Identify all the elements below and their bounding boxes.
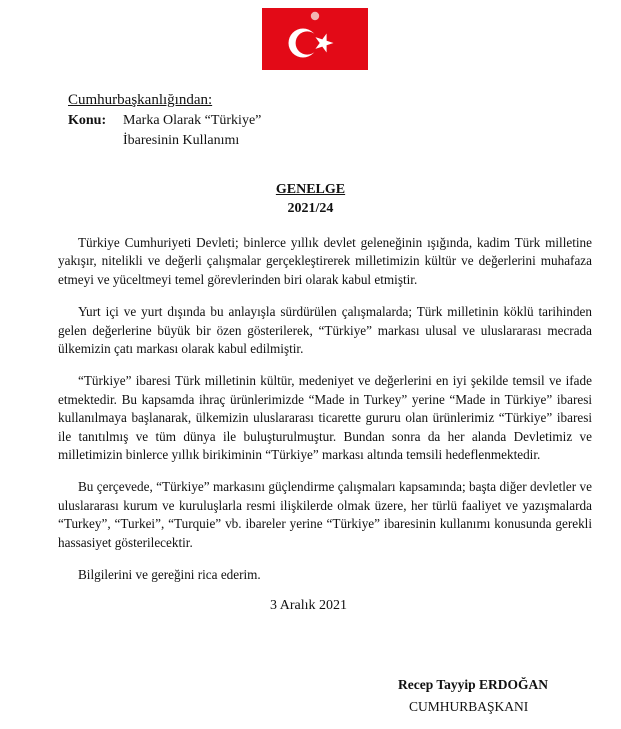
subject-line-2: İbaresinin Kullanımı bbox=[123, 133, 240, 148]
subject-block bbox=[68, 111, 261, 151]
title-genelge: GENELGE bbox=[275, 182, 346, 197]
issuer-heading: Cumhurbaşkanlığından: bbox=[68, 92, 213, 108]
paragraph-5: Bilgilerini ve gereğini rica ederim. bbox=[78, 567, 261, 583]
body-text bbox=[58, 234, 592, 599]
title-number: 2021/24 bbox=[287, 201, 334, 216]
paragraph-2: Yurt içi ve yurt dışında bu anlayışla sürdürülen çalışmalarda; Türk milletinin köklü tarihinden gelen değerlerine büyük bir özen gösterilerek, “Türkiye” markası ulusal ve uluslararası mecrada ülkemizin çatı markası olarak kabul edilmiştir. bbox=[58, 304, 592, 357]
paragraph-4: Bu çerçevede, “Türkiye” markasını güçlendirme çalışmaları kapsamında; başta diğer devletler ve uluslararası kurum ve kuruluşlarla resmi ilişkilerde olmak üzere, her türlü faaliyet ve yazışmalarda “Turkey”, “Turkei”, “Turquie” vb. ibareler yerine “Türkiye” ibaresinin kullanımı konusunda gerekli hassasiyet gösterilecektir. bbox=[58, 479, 592, 550]
subject-line-1: Marka Olarak “Türkiye” bbox=[123, 113, 262, 128]
document-title bbox=[0, 180, 621, 218]
paragraph-3: “Türkiye” ibaresi Türk milletinin kültür, medeniyet ve değerlerini en iyi şekilde temsil ve ifade etmektedir. Bu kapsamda ihraç ürünlerimizde “Made in Turkey” yerine “Made in Türkiye” ibaresi kullanılmaya başlanarak, ülkemizin uluslararası ticarette gururu olan ürünlerimiz “Türkiye” ibaresi ile tanıtılmış ve tüm dünya ile buluşturulmuştur. Bundan sonra da her alanda Devletimiz ve milletimizin binlerce yıllık birikiminin “Türkiye” markası altında temsili hedeflenmektedir. bbox=[58, 373, 592, 463]
document-date: 3 Aralık 2021 bbox=[270, 598, 347, 613]
paragraph-1: Türkiye Cumhuriyeti Devleti; binlerce yıllık devlet geleneğinin ışığında, kadim Türk milletine yakışır, nitelikli ve değerli çalışmalar gerçekleştirerek milletimizin kültür ve değerlerini muhafaza etmeyi ve yüceltmeyi temel görevlerinden biri olarak kabul etmiştir. bbox=[58, 235, 592, 287]
star-crescent-icon bbox=[262, 8, 368, 70]
turkish-flag-emblem bbox=[262, 8, 368, 70]
signature-name: Recep Tayyip ERDOĞAN bbox=[398, 677, 549, 692]
subject-label: Konu: bbox=[68, 113, 107, 128]
signature-title: CUMHURBAŞKANI bbox=[409, 699, 529, 714]
